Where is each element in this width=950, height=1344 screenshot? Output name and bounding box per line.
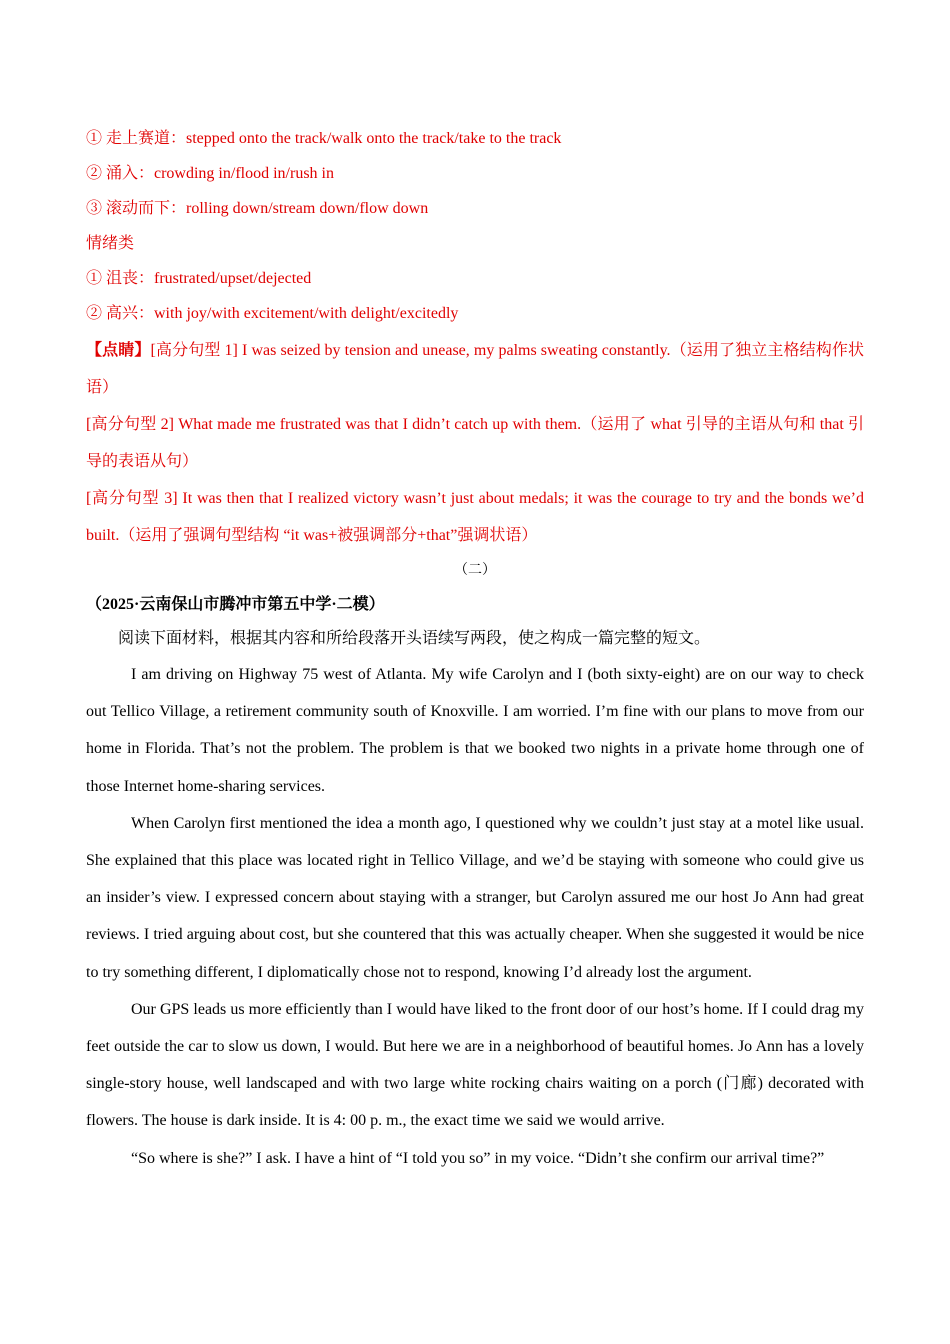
source-heading: （2025·云南保山市腾冲市第五中学·二模） bbox=[86, 596, 385, 613]
vocab-line: ① 走上赛道：stepped onto the track/walk onto the track/take to the track bbox=[86, 130, 562, 147]
vocab-section bbox=[86, 121, 864, 331]
vocab-line: ② 涌入：crowding in/flood in/rush in bbox=[86, 165, 334, 182]
highlight-section bbox=[86, 332, 864, 554]
instruction-text: 阅读下面材料，根据其内容和所给段落开头语续写两段，使之构成一篇完整的短文。 bbox=[118, 630, 711, 647]
story-text bbox=[86, 656, 864, 1177]
highlight-sentence: [高分句型 2] What made me frustrated was that I didn’t catch up with them.（运用了 what 引导的主语从句和 that 引导的表语从句） bbox=[86, 416, 864, 470]
highlight-label: 【点睛】 bbox=[86, 342, 151, 359]
story-paragraph: I am driving on Highway 75 west of Atlanta. My wife Carolyn and I (both sixty-eight) are on our way to check out Tellico Village, a retirement community south of Knoxville. I am worried. I’m fine with our plans to move from our home in Florida. That’s not the problem. The problem is that we booked two nights in a private home through one of those Internet home-sharing services. bbox=[86, 666, 864, 795]
story-paragraph: Our GPS leads us more efficiently than I would have liked to the front door of our host’s home. If I could drag my feet outside the car to slow us down, I would. But here we are in a neighborhood of beautiful homes. Jo Ann has a lovely single-story house, well landscaped and with two large white rocking chairs waiting on a porch (门廊) decorated with flowers. The house is dark inside. It is 4: 00 p. m., the exact time we said we would arrive. bbox=[86, 1000, 864, 1130]
vocab-line: ① 沮丧：frustrated/upset/dejected bbox=[86, 270, 312, 287]
story-paragraph: “So where is she?” I ask. I have a hint of “I told you so” in my voice. “Didn’t she confirm our arrival time?” bbox=[131, 1149, 825, 1167]
highlight-sentence: 【点睛】[高分句型 1] I was seized by tension and unease, my palms sweating constantly.（运用了独立主格结构作状语） bbox=[86, 342, 864, 396]
highlight-sentence: [高分句型 3] It was then that I realized victory wasn’t just about medals; it was the courage to try and the bonds we’d built.（运用了强调句型结构 “it was+被强调部分+that”强调状语） bbox=[86, 490, 864, 544]
section-number: （二） bbox=[454, 563, 496, 578]
vocab-line: ③ 滚动而下：rolling down/stream down/flow down bbox=[86, 200, 429, 217]
document-page bbox=[86, 121, 864, 1177]
story-paragraph: When Carolyn first mentioned the idea a month ago, I questioned why we couldn’t just stay at a motel like usual. She explained that this place was located right in Tellico Village, and we’d be staying with someone who could give us an insider’s view. I expressed concern about staying with a stranger, but Carolyn assured me our host Jo Ann had great reviews. I tried arguing about cost, but she countered that this was actually cheaper. When she suggested it would be nice to try something different, I diplomatically chose not to respond, knowing I’d already lost the argument. bbox=[86, 814, 864, 981]
category-heading: 情绪类 bbox=[86, 235, 135, 252]
vocab-line: ② 高兴：with joy/with excitement/with delight/excitedly bbox=[86, 305, 459, 322]
